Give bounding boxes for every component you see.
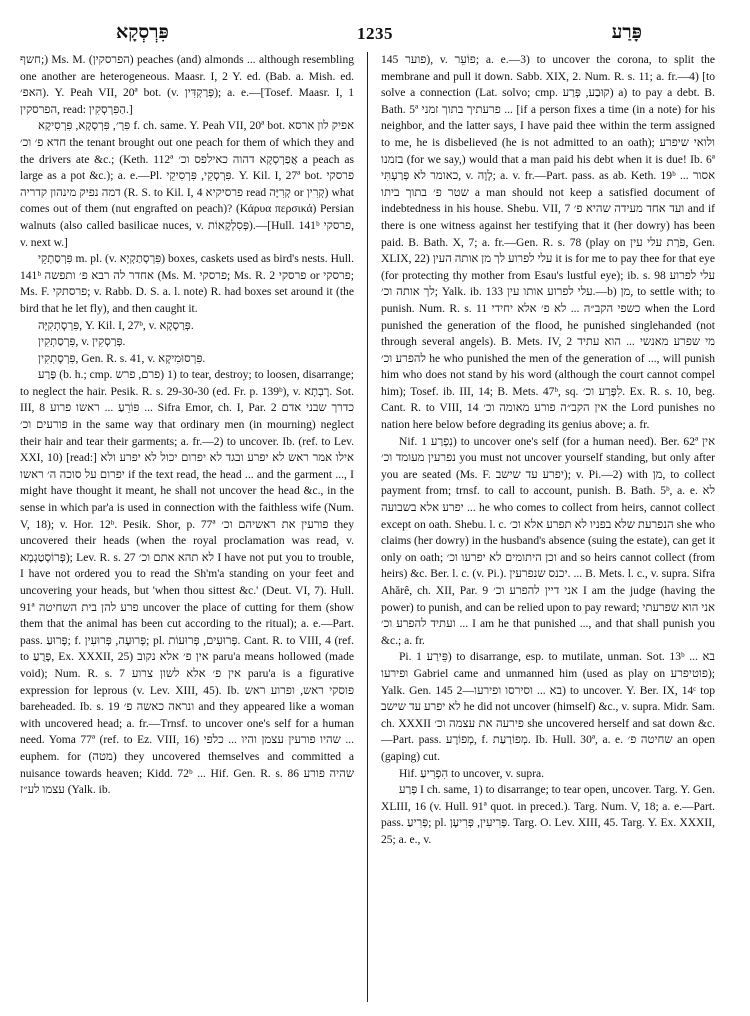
- entry-pirsatqiyyah: פִּרְסָתְקִיָּה, Y. Kil. I, 27ᵇ, v. פְּרַסְקָא.: [38, 319, 194, 332]
- column-rule: [367, 52, 368, 1002]
- running-head: [20, 14, 730, 52]
- entry-para: פָּרַע (b. h.; cmp. פרם, פרש) 1) to tear, destroy; to loosen, disarrange; to neglect the hair. Pesik. R. s. 29-30-30 (ed. Fr. p. 139ᵇ), v. רָבְתָא. Sot. III, 8 פּוֹרֵעַ ... ראשו פרוע ... Sifra Emor, ch. I, Par. 2 כדרך שבני אדם פורעים וכ׳ in the same way that ordinary men (in mourning) neglect their hair and tear their garments; a. fr.—2) to uncover. Ib. (ref. to Lev. XXI, 10) [read:] אילו אמר ראש לא יפרע ובגד לא יפרום יכול לא יפרע ולא יפרום על סוכה ה׳ ראשו if the text read, the head ... and the garment ..., I might have thought it meant, he shall not uncover the head &c., in the sense in which par'a is used in connection with the faithless wife (Num. V, 18); v. Hor. 12ᵇ. Pesik. Shor, p. 77ª פורעין את ראשיהם וכ׳ they uncovered their heads (when the royal proclamation was read, v. פְּרוֹסְטַגְמָא); Lev. R. s. 27 לא תהא אתם וכ׳ I have not put you to trouble, I have not ordered you to read the Sh'm'a standing on your feet and uncovering your heads, but 'when thou sittest &c.' (Deut. VI, 7). Hull. 91ª פרע להן בית השחיטה uncover the place of cutting for them (show them that the animal has been cut according to the ritual); a. e.—Part. pass. פָּרוּעַ; f. פְּרוּעָה, פְּרוּעִין; pl. פְּרוּעִים, פְּרוּעוֹת. Cant. R. to VIII, 4 (ref. to פָּרֻעַ, Ex. XXXII, 25) אין פ׳ אלא נקוב paru'a means hollowed (made void); Num. R. s. 7 אין פ׳ אלא לשון צרוע paru'a is a figurative expression for leprous (v. Lev. XIII, 45). Ib. פוסקי ראש, ופרוע ראש bareheaded. Ib. s. 19 ונראה כאשה פ׳ and they appeared like a woman with uncovered head; a. fr.—Trnsf. to uncover one's self for a human need. Yoma 77ª (ref. to Ez. VIII, 16) שהיו פורעין עצמן והיו ... כלפי ... euphem. for (מטה) they uncovered themselves and committed a nuisance towards heaven; Kidd. 72ᵇ ... Hif. Gen. R. s. 86 שהיה פורע עצמו לע״ז (Yalk. ib.: [20, 369, 355, 797]
- entry-pirsatqin-1: פִּרְסַתְקִין, v. פְּרַסְקִין.: [38, 336, 126, 349]
- entry-continuation: חשף;) Ms. M. (הפרסקין) peaches (and) almonds ... although resembling one another are heterogeneous. Maasr. I, 2 Y. ed. (Bab. a. Mish. ed. האפ׳). Y. Peah VII, 20ª bot. (v. פְּרַקְדִּין); a. e.—[Tosef. Maasr. I, 1 הפרסקין, read: הַפִּרְסְקִין.]: [20, 54, 355, 116]
- page-number: 1235: [357, 24, 393, 43]
- left-column: [20, 52, 363, 1002]
- left-guide-word: פִּרְסְקָא: [116, 22, 169, 43]
- entry-para-continued: 145 פוער), v. פוֹעֵר; a. e.—3) to uncover the corona, to split the membrane and pull it down. Sabb. XIX, 2. Num. R. s. 11; a. fr.—4) [to solve a connection (Lat. solvo; cmp. קוּבַע, פְּרַע) a) to pay a debt. B. Bath. 5ª פרעתיך בתוך זמני ... [if a person fixes a time (in a note) for his neighbor, and the latter says, I have paid thee within the term assigned to me, he is disbelieved (he is not admitted to an oath); ולואי שיפרע בזמנו (for we say,) would that a man paid his debt when it is due! Ib. 6ª כאומר לא פְּרַעְתִּי, v. לָוָה; a. v. fr.—Part. pass. as ab. Keth. 19ᵇ אסור ... שטר פ׳ בתוך ביתו a man should not keep a satisfied document of indebtedness in his house. Shebu. VII, 7 ועד אחד מעידה שהיא פ׳ and if there is one witness against her testifying that it (her dowry) has been paid. B. Bath. X, 7; a. fr.—Gen. R. s. 78 (play on פֹּרַת עלי עין, Gen. XLIX, 22) עלי לפרוע לך מן אותה העין it is for me to pay thee for that eye (for protecting thy mother from Esau's lustful eye); ib. s. 98 עלי לפרוע לך אותה וכ׳; Yalk. ib. 133 עלי לפרוע אותו עין.—b) מן, to settle with; to punish. Num. R. s. 11 כשפי הקב״ה ... לא פ׳ אלא יחידי when the Lord punished the generation of the flood, he punished singlehanded (not through several angels). B. Mets. IV, 2 מי שפרע מאנשי ... הוא עתיד להפרע וכ׳ he who punished the men of the generation of ..., will punish him who does not stand by his word (although the court cannot compel him); Tosef. ib. III, 14; B. Mets. 47ᵇ, sq. לִפָּרַע וכ׳. Ex. R. s. 10, beg. Cant. R. to VIII, 14 אין הקב״ה פורע מאומה וכ׳ the Lord punishes no nation here below before degrading its genius above; a. fr.: [381, 54, 715, 432]
- entry-pirsatqin-2: פִּרְסָתְקִין, Gen. R. s. 41, v. פִּרְסוּמִיקָא.: [38, 352, 206, 365]
- entry-nif: Nif. נִפְרַע 1) to uncover one's self (for a human need). Ber. 62ª אין נפרעין מעומד וכ׳ you must not uncover yourself standing, but only after you are seated (Ms. F. יפרע עד שישב); v. Pi.—2) with מן, to collect payment from; trnsf. to call to account, punish. B. Bath. 5ᵇ, a. e. לא יפרע אלא בשבועה ... he who comes to collect from heirs, cannot collect except on oath. Shebu. l. c. הנפרעת שלא בפניו לא תפרע אלא וכ׳ she who claims (her dowry) in the husband's absence (suing the estate), can get it only on oath; וכן היתומים לא יפרעו וכ׳ and so heirs cannot collect (from heirs) &c. Ber. l. c. (v. Pi.). יכנס שנפרעין. ... B. Mets. l. c., v. supra. Sifra Ahărê, ch. XII, Par. 9 אני דיין להפרע וכ׳ I am the judge (having the power) to punish, and can be relied upon to pay reward; אני הוא שפרעתי ... ועתיד להפרע וכ׳ I am he that punished ..., and that shall punish you &c.; a. fr.: [381, 435, 715, 647]
- entry-pirsqa: פִּרְ׳, פִּרְסְקָא, פִּרְסִיקָא f. ch. same. Y. Peah VII, 20ª bot. אפיק לון ארסא חדא פ׳ וכ׳ the tenant brought out one peach for them of which they and the drivers ate &c.; (Keth. 112ª אֲפַרְסְקָא דהוה כאילפס וכ׳ a peach as large as a pot &c.); a. e.—Pl. פִּרְסְקֵי, פִּרְסִיקֵי. Y. Kil. I, 27ª bot. פרסקי דמה נפיק מינהון קדריה (R. S. to Kil. I, 4 פרסיקיא read קְרִיָּה or קְרִין) what comes out of them (nut engrafted on peach)? (Κάρυα περσικά) Persian walnuts (also called basilicae nuces, v. פְּסִלְקָאוֹת).—[Hull. 141ᵇ פרסקי, v. next w.]: [20, 120, 355, 249]
- entry-pera-ch: פְּרַע I ch. same, 1) to disarrange; to tear open, uncover. Targ. Y. Gen. XLIII, 16 (v. Hull. 91ª quot. in preced.). Targ. Num. V, 18; a. e.—Part. pass. פְּרִיעַ; pl. פְּרִיעִין, פְּרִיעָן. Targ. O. Lev. XIII, 45. Targ. Y. Ex. XXXII, 25; a. e., v.: [381, 784, 715, 846]
- right-guide-word: פָּרַע: [611, 22, 642, 43]
- two-column-body: [20, 52, 730, 1002]
- right-column: [372, 52, 715, 1002]
- entry-hif: Hif. הִפְרִיעַ to uncover, v. supra.: [399, 767, 545, 780]
- entry-pirsatqe: פִּרְסַתְקֵי m. pl. (v. פִּרְסְתַקְיָא) boxes, caskets used as bird's nests. Hull. 141ᵇ אחדר לה רבא פ׳ ותפשה (Ms. M. פרסקי; Ms. R. 2 פרסקי or פרסקי; Ms. F. פרסתקי; v. Rabb. D. S. a. l. note) R. had boxes set around it (the bird that he let fly), and then caught it.: [20, 253, 354, 315]
- entry-pi: Pi. פֵּירַע 1) to disarrange, esp. to mutilate, unman. Sot. 13ᵇ בא ... ופירעו Gabriel came and unmanned him (used as play on פוטיפרע); Yalk. Gen. 145 בא ... וסירסו ופירעו—2) to uncover. Y. Ber. IX, 14ᶜ top לא יפרע עד שישב he did not uncover (himself) &c., v. supra. Midr. Sam. ch. XXXII פירעה את עצמה וכ׳ she uncovered herself and sat down &c.—Part. pass. מְפוֹרָע, f. מְפוֹרַעַת. Ib. Hull. 30ª, a. e. שחיטה פ׳ an open (gaping) cut.: [381, 651, 715, 763]
